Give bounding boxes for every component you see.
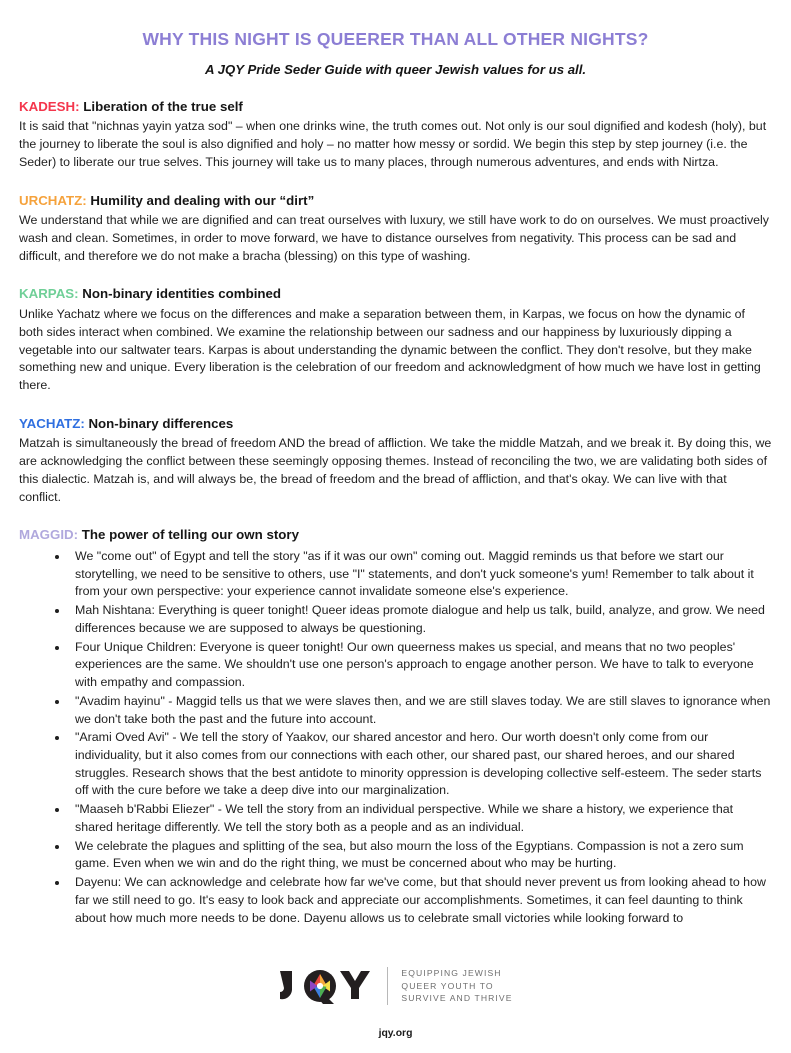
section-term: KADESH: bbox=[19, 98, 80, 114]
section-term: URCHATZ: bbox=[19, 192, 87, 208]
page-subtitle: A JQY Pride Seder Guide with queer Jewish values for us all. bbox=[204, 62, 587, 77]
tagline-line-2: QUEER YOUTH TO bbox=[401, 980, 494, 991]
tagline-line-3: SURVIVE AND THRIVE bbox=[401, 993, 513, 1004]
section-karpas bbox=[19, 286, 772, 394]
list-item: "Arami Oved Avi" - We tell the story of Yaakov, our shared ancestor and hero. Our worth doesn't only come from our individuality, but it also comes from our connections with each other, our shared past, our shared heroes, and our shared struggles. Research shows that the best antidote to minority oppression is developing collective self-esteem. The seder starts off with the cure before we take a deep dive into our marginalization. bbox=[55, 729, 772, 800]
page-title: WHY THIS NIGHT IS QUEERER THAN ALL OTHER NIGHTS? bbox=[142, 29, 649, 49]
section-term-subtitle: Non-binary differences bbox=[88, 415, 234, 431]
page-footer bbox=[0, 960, 791, 1053]
list-item: "Maaseh b'Rabbi Eliezer" - We tell the story from an individual perspective. While we share a history, we experience that shared heritage differently. We tell the story both as a people and as an individual. bbox=[55, 801, 772, 836]
section-body: It is said that "nichnas yayin yatza sod" – when one drinks wine, the truth comes out. Not only is our soul dignified and kodesh (holy), but the journey to liberate the soul is also dignified and holy – no matter how messy or sordid. We begin this step by step journey (i.e. the Seder) to liberate our true selves. This journey will take us to many places, through numerous adventures, and ends with Nirtza. bbox=[19, 119, 767, 169]
section-maggid bbox=[19, 527, 772, 927]
jqy-wordmark-icon bbox=[278, 967, 374, 1005]
maggid-bullet-list bbox=[19, 548, 772, 927]
section-term: YACHATZ: bbox=[19, 415, 85, 431]
jqy-logo-mark bbox=[278, 967, 374, 1005]
section-body: Matzah is simultaneously the bread of freedom AND the bread of affliction. We take the middle Matzah, and we break it. By doing this, we are acknowledging the conflict between these seemingly opposing themes. Instead of reconciling the two, we are validating both sides of this dialectic. Matzah is, and will always be, the bread of freedom and the bread of affliction, and that's okay. We can live with that conflict. bbox=[19, 436, 772, 504]
list-item: "Avadim hayinu" - Maggid tells us that we were slaves then, and we are still slaves today. We are still slaves to ignorance when we don't take both the past and the future into account. bbox=[55, 693, 772, 728]
tagline-line-1: EQUIPPING JEWISH bbox=[401, 968, 502, 979]
section-term-subtitle: The power of telling our own story bbox=[81, 527, 299, 543]
section-heading bbox=[19, 99, 772, 116]
jqy-logo bbox=[0, 960, 791, 1012]
footer-url[interactable]: jqy.org bbox=[378, 1028, 413, 1039]
section-yachatz bbox=[19, 416, 772, 507]
list-item: Mah Nishtana: Everything is queer tonight! Queer ideas promote dialogue and help us talk, build, analyze, and grow. We need differences because we are supposed to always be questioning. bbox=[55, 602, 772, 637]
section-kadesh bbox=[19, 99, 772, 172]
section-body: We understand that while we are dignified and can treat ourselves with luxury, we still have work to do on ourselves. We must proactively wash and clean. Sometimes, in order to move forward, we have to distance ourselves from negativity. This process can be sad and difficult, and therefore we do not make a bracha (blessing) on this type of washing. bbox=[19, 213, 770, 263]
list-item: Four Unique Children: Everyone is queer tonight! Our own queerness makes us special, and means that no two peoples' experiences are the same. We shouldn't use one person's approach to engage another person. We have to talk to everyone with empathy and compassion. bbox=[55, 639, 772, 692]
section-term-subtitle: Liberation of the true self bbox=[83, 98, 243, 114]
list-item: Dayenu: We can acknowledge and celebrate how far we've come, but that should never prevent us from looking ahead to how far we still need to go. It's easy to look back and appreciate our accomplishments. Sometimes, it can feel daunting to think about how much more needs to be done. Dayenu allows us to celebrate small victories while looking forward to bbox=[55, 874, 772, 927]
list-item: We celebrate the plagues and splitting of the sea, but also mourn the loss of the Egyptians. Compassion is not a zero sum game. Even when we win and do the right thing, we must be concerned about who may be hurting. bbox=[55, 838, 772, 873]
section-heading bbox=[19, 286, 772, 303]
logo-tagline bbox=[401, 967, 512, 1004]
section-heading bbox=[19, 193, 772, 210]
section-body: Unlike Yachatz where we focus on the differences and make a separation between them, in Karpas, we focus on how the dynamic of both sides interact when combined. We examine the relationship between our sadness and our happiness by luxuriously dipping a vegetable into our saltwater tears. Karpas is about understanding the dynamic between the conflict. They don't resolve, but they make something new and unique. Every liberation is the celebration of our freedom and acknowledgment of how much we have lost in getting there. bbox=[19, 307, 761, 393]
section-term: MAGGID: bbox=[19, 527, 79, 543]
section-heading bbox=[19, 416, 772, 433]
list-item: We "come out" of Egypt and tell the story "as if it was our own" coming out. Maggid reminds us that before we start our storytelling, we need to be sensitive to others, use "I" statements, and don't yuck someone's yum! Remember to talk about it from your own perspective: your experience cannot invalidate someone else's experience. bbox=[55, 548, 772, 601]
section-urchatz bbox=[19, 193, 772, 266]
section-term-subtitle: Non-binary identities combined bbox=[82, 286, 282, 302]
document-page bbox=[0, 29, 791, 1053]
logo-divider bbox=[387, 967, 388, 1005]
section-term-subtitle: Humility and dealing with our “dirt” bbox=[90, 192, 315, 208]
section-term: KARPAS: bbox=[19, 286, 79, 302]
section-heading bbox=[19, 527, 772, 544]
